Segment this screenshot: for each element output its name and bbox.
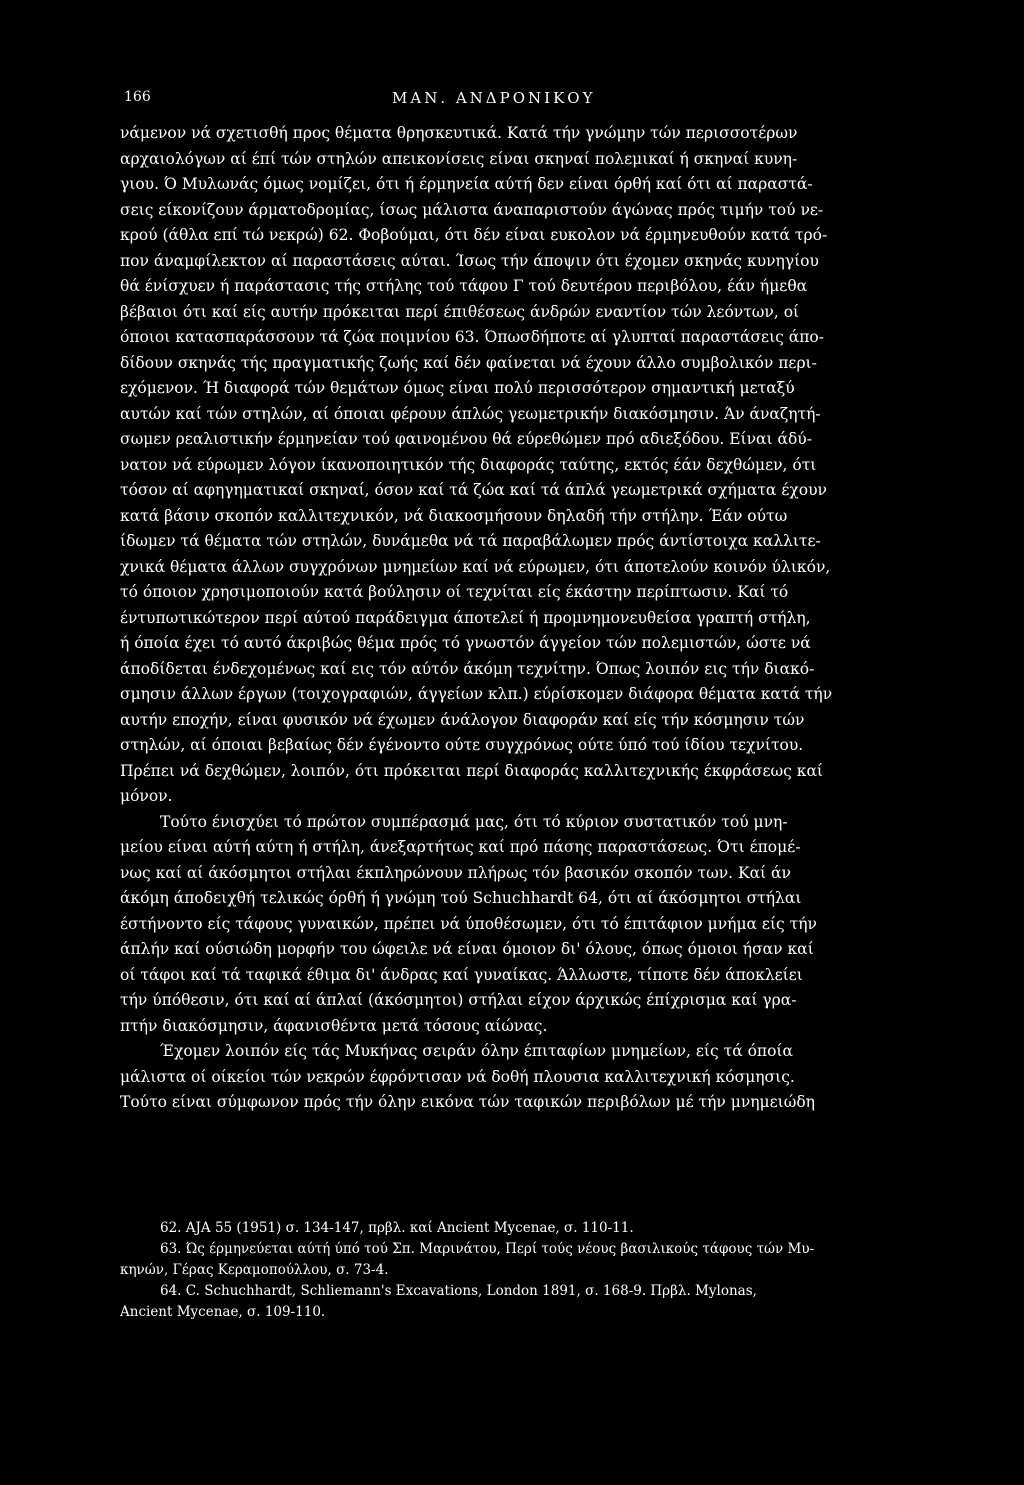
footnote-63: 63. Ώς έρμηνεύεται αύτή ύπό τού Σπ. Μαρινάτου, Περί τούς νέους βασιλικούς τάφους τών Μυ-	[160, 1241, 815, 1257]
text-line: δίδουν σκηνάς τής πραγματικής ζωής καί δέν φαίνεται νά έχουν άλλο συμβολικόν περι-	[120, 353, 817, 372]
text-line: νατον νά εύρωμεν λόγον ίκανοποιητικόν τής διαφοράς ταύτης, εκτός έάν δεχθώμεν, ότι	[120, 455, 817, 474]
text-line: μάλιστα οί οίκείοι τών νεκρών έφρόντισαν νά δοθή πλουσια καλλιτεχνική κόσμησις.	[120, 1067, 795, 1086]
text-line: άπλήν καί ούσιώδη μορφήν του ώφειλε νά είναι όμοιον δι' όλους, όπως όμοιοι ήσαν καί	[120, 940, 814, 958]
footnote-62: 62. AJA 55 (1951) σ. 134-147, πρβλ. καί Ancient Mycenae, σ. 110-11.	[160, 1220, 634, 1236]
text-line: ή όποία έχει τό αυτό άκριβώς θέμα πρός τό γνωστόν άγγείον τών πολεμιστών, ώστε νά	[120, 634, 811, 652]
page-number: 166	[124, 89, 151, 105]
paragraph-start-line: Έχομεν λοιπόν είς τάς Μυκήνας σειράν όλην έπιταφίων μνημείων, είς τά όποία	[160, 1042, 793, 1060]
text-line: γιου. Ό Μυλωνάς όμως νομίζει, ότι ή έρμηνεία αύτή δεν είναι όρθή καί ότι αί παραστά-	[120, 175, 813, 193]
text-line: βέβαιοι ότι καί είς αυτήν πρόκειται περί έπιθέσεως άνδρών εναντίον τών λεόντων, οί	[120, 302, 800, 321]
text-line: πον άναμφίλεκτον αί παραστάσεις αύται. Ίσως τήν άποψιν ότι έχομεν σκηνάς κυνηγίου	[120, 251, 819, 270]
text-line: εχόμενον. Ή διαφορά τών θεμάτων όμως είναι πολύ περισσότερον σημαντική μεταξύ	[120, 379, 795, 397]
text-line: αυτήν εποχήν, είναι φυσικόν νά έχωμεν άνάλογον διαφοράν καί είς τήν κόσμησιν τών	[120, 710, 805, 729]
text-line: θά ένίσχυεν ή παράστασις τής στήλης τού τάφου Γ τού δευτέρου περιβόλου, έάν ήμεθα	[120, 277, 808, 295]
text-line: κρού (άθλα επί τώ νεκρώ) 62. Φοβούμαι, ότι δέν είναι ευκολον νά έρμηνευθούν κατά τρό-	[120, 226, 828, 244]
text-line: νάμενον νά σχετισθή προς θέματα θρησκευτικά. Κατά τήν γνώμην τών περισσοτέρων	[120, 124, 798, 142]
text-line: έστήνοντο είς τάφους γυναικών, πρέπει νά ύποθέσωμεν, ότι τό έπιτάφιον μνήμα είς τήν	[120, 914, 817, 933]
text-line: τόσον αί αφηγηματικαί σκηναί, όσον καί τά ζώα καί τά άπλά γεωμετρικά σχήματα έχουν	[120, 481, 827, 499]
text-line: σωμεν ρεαλιστικήν έρμηνείαν τού φαινομένου θά εύρεθώμεν πρό αδιεξόδου. Είναι άδύ-	[120, 430, 812, 448]
paragraph-start-line: Τούτο ένισχύει τό πρώτον συμπέρασμά μας, ότι τό κύριον συστατικόν τού μνη-	[160, 812, 788, 831]
text-line: αυτών καί τών στηλών, αί όποιαι φέρουν άπλώς γεωμετρικήν διακόσμησιν. Άν άναζητή-	[120, 404, 821, 423]
page-header	[120, 89, 904, 111]
text-line: όποιοι κατασπαράσσουν τά ζώα ποιμνίου 63. Όπωσδήποτε αί γλυπταί παραστάσεις άπο-	[120, 328, 824, 346]
text-line: σεις είκονίζουν άρματοδρομίας, ίσως μάλιστα άναπαριστούν άγώνας πρός τιμήν τού νε-	[120, 200, 824, 219]
text-line: κατά βάσιν σκοπόν καλλιτεχνικόν, νά διακοσμήσουν δηλαδή τήν στήλην. Έάν ούτω	[120, 506, 788, 525]
text-line: οί τάφοι καί τά ταφικά έθιμα δι' άνδρας καί γυναίκας. Άλλωστε, τίποτε δέν άποκλείει	[120, 965, 803, 984]
footnotes	[120, 1218, 904, 1323]
text-line: τήν ύπόθεσιν, ότι καί αί άπλαί (άκόσμητοι) στήλαι είχον άρχικώς έπίχρισμα καί γρα-	[120, 991, 797, 1009]
footnote-64: 64. C. Schuchhardt, Schliemann's Excavations, London 1891, σ. 168-9. Πρβλ. Mylonas,	[160, 1283, 757, 1299]
footnote-63-continued: κηνών, Γέρας Κεραμοπούλλου, σ. 73-4.	[120, 1262, 389, 1278]
running-title: ΜΑΝ. ΑΝΔΡΟΝΙΚΟΥ	[392, 89, 596, 107]
text-line: τό όποιον χρησιμοποιούν κατά βούλησιν οί τεχνίται είς έκάστην περίπτωσιν. Καί τό	[120, 583, 789, 601]
text-line: νως καί αί άκόσμητοι στήλαι έκπληρώνουν πλήρως τόν βασικόν σκοπόν των. Καί άν	[120, 863, 791, 882]
text-line: Τούτο είναι σύμφωνον πρός τήν όλην εικόνα τών ταφικών περιβόλων μέ τήν μνημειώδη	[120, 1093, 815, 1111]
text-line: άκόμη άποδειχθή τελικώς όρθή ή γνώμη τού Schuchhardt 64, ότι αί άκόσμητοι στήλαι	[120, 889, 802, 907]
body-text	[120, 121, 904, 1116]
text-line: σμησιν άλλων έργων (τοιχογραφιών, άγγείων κλπ.) εύρίσκομεν διάφορα θέματα κατά τήν	[120, 685, 833, 703]
text-line: μόνον.	[120, 787, 173, 805]
text-line: άποδίδεται ένδεχομένως καί εις τόν αύτόν άκόμη τεχνίτην. Όπως λοιπόν εις τήν διακό-	[120, 659, 815, 678]
text-line: ίδωμεν τά θέματα τών στηλών, δυνάμεθα νά τά παραβάλωμεν πρός άντίστοιχα καλλιτε-	[120, 532, 821, 550]
footnote-64-continued: Ancient Mycenae, σ. 109-110.	[120, 1304, 326, 1320]
text-line: μείου είναι αύτή αύτη ή στήλη, άνεξαρτήτως καί πρό πάσης παραστάσεως. Ότι έπομέ-	[120, 838, 801, 856]
text-line: αρχαιολόγων αί έπί τών στηλών απεικονίσεις είναι σκηναί πολεμικαί ή σκηναί κυνη-	[120, 149, 798, 168]
text-line: στηλών, αί όποιαι βεβαίως δέν έγένοντο ούτε συγχρόνως ούτε ύπό τού ίδίου τεχνίτου.	[120, 736, 804, 754]
text-line: Πρέπει νά δεχθώμεν, λοιπόν, ότι πρόκειται περί διαφοράς καλλιτεχνικής έκφράσεως καί	[120, 761, 823, 780]
text-line: χνικά θέματα άλλων συγχρόνων μνημείων καί νά εύρωμεν, ότι άποτελούν κοινόν ύλικόν,	[120, 557, 831, 576]
text-line: έντυπωτικώτερον περί αύτού παράδειγμα άποτελεί ή προμνημονευθείσα γραπτή στήλη,	[120, 608, 811, 627]
text-line: πτήν διακόσμησιν, άφανισθέντα μετά τόσους αίώνας.	[120, 1016, 548, 1035]
